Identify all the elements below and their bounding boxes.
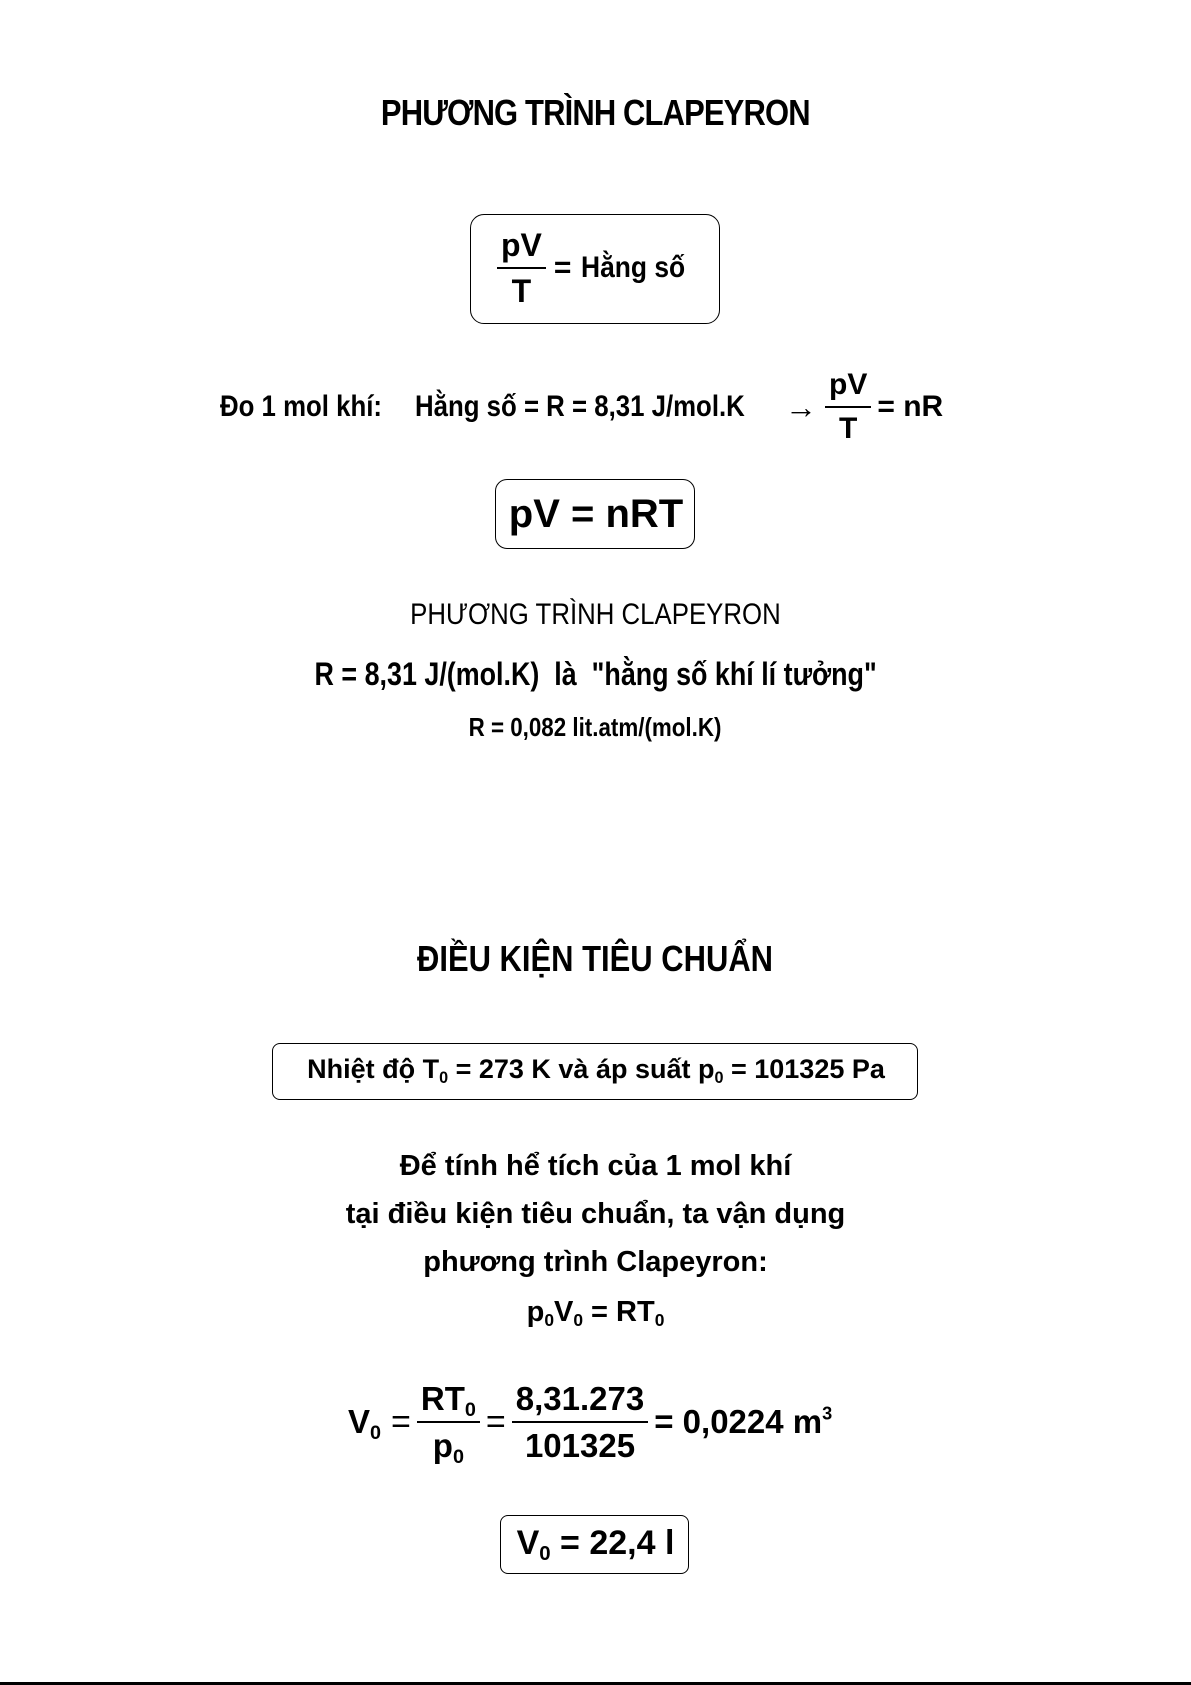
ideal-gas-law: pV = nRT: [508, 492, 684, 536]
ideal-gas-law-box: [495, 479, 695, 549]
subscript-zero: 0: [544, 1310, 554, 1331]
molar-volume-box: [500, 1515, 689, 1574]
molar-volume-value: = 22,4 l: [550, 1524, 675, 1562]
molar-volume: [501, 1524, 690, 1566]
one-mol-line: [220, 362, 943, 452]
section1-title-text: PHƯƠNG TRÌNH CLAPEYRON: [381, 92, 810, 133]
subscript-zero: 0: [452, 1445, 464, 1468]
v-symbol: V: [553, 1296, 574, 1328]
constant-label: Hằng số: [581, 251, 686, 284]
equals-sign: =: [391, 1402, 411, 1441]
equals-sign: =: [485, 1402, 506, 1441]
subscript-zero: 0: [439, 1068, 449, 1087]
volume-result-value: = 0,0224 m: [654, 1403, 823, 1440]
pressure-value: = 101325 Pa: [723, 1054, 885, 1084]
rt0-over-p0-fraction: [417, 1380, 480, 1468]
numeric-fraction: [512, 1382, 648, 1462]
constant-formula: [497, 229, 700, 307]
fraction-denominator: 101325: [512, 1421, 648, 1462]
explanation-line-1: Để tính hể tích của 1 mol khí: [399, 1150, 792, 1182]
pressure-label: = 273 K và áp suất p: [448, 1054, 715, 1084]
standard-conditions-box: [272, 1043, 918, 1100]
pv-over-t-fraction-2: [825, 370, 871, 444]
standard-conditions-text: [273, 1054, 919, 1085]
subscript-zero: 0: [464, 1398, 476, 1421]
explanation-line-3: phương trình Clapeyron:: [423, 1246, 768, 1278]
v-symbol: V: [516, 1524, 540, 1562]
equals-nr: = nR: [877, 390, 944, 423]
subscript-zero: 0: [714, 1068, 724, 1087]
volume-calculation: [348, 1372, 832, 1472]
p-symbol: p: [526, 1296, 545, 1328]
rt-expression: = RT: [583, 1296, 655, 1328]
fraction-numerator: pV: [829, 368, 868, 401]
one-mol-statement: Hằng số = R = 8,31 J/mol.K: [415, 390, 745, 423]
fraction-numerator: pV: [501, 227, 542, 263]
fraction-numerator: 8,31.273: [515, 1380, 645, 1417]
section1-title: [0, 92, 1191, 134]
fraction-denominator: [417, 1421, 480, 1468]
v0-lhs: [348, 1403, 382, 1444]
r-constant-alt-line: [0, 712, 1191, 743]
clapeyron-caption: [0, 598, 1191, 632]
subscript-zero: 0: [573, 1310, 583, 1331]
temperature-label: Nhiệt độ T: [307, 1054, 440, 1084]
volume-result: [654, 1403, 832, 1441]
r-constant-text: R = 8,31 J/(mol.K) là "hằng số khí lí tưởng": [314, 656, 877, 692]
pv-over-t-fraction: [497, 229, 546, 307]
r-constant-line: [0, 656, 1191, 693]
fraction-numerator: [417, 1382, 480, 1421]
arrow-symbol: →: [785, 388, 817, 425]
v-symbol: V: [348, 1403, 371, 1440]
explanation-line-2: tại điều kiện tiêu chuẩn, ta vận dụng: [345, 1198, 846, 1230]
subscript-zero: 0: [539, 1543, 551, 1566]
subscript-zero: 0: [370, 1421, 382, 1444]
section2-title-text: ĐIỀU KIỆN TIÊU CHUẨN: [417, 938, 774, 979]
equals-sign: =: [553, 251, 572, 284]
fraction-denominator: T: [497, 267, 546, 307]
fraction-denominator: T: [825, 406, 871, 444]
constant-formula-box: [470, 214, 720, 324]
subscript-zero: 0: [654, 1310, 665, 1331]
rt-symbol: RT: [420, 1380, 465, 1417]
p-symbol: p: [432, 1427, 453, 1464]
clapeyron-caption-text: PHƯƠNG TRÌNH CLAPEYRON: [410, 598, 781, 631]
r-constant-alt-text: R = 0,082 lit.atm/(mol.K): [469, 712, 722, 742]
standard-equation: [0, 1296, 1191, 1329]
superscript-three: 3: [822, 1403, 833, 1424]
one-mol-prefix: Đo 1 mol khí:: [220, 390, 382, 423]
section2-title: [0, 938, 1191, 980]
